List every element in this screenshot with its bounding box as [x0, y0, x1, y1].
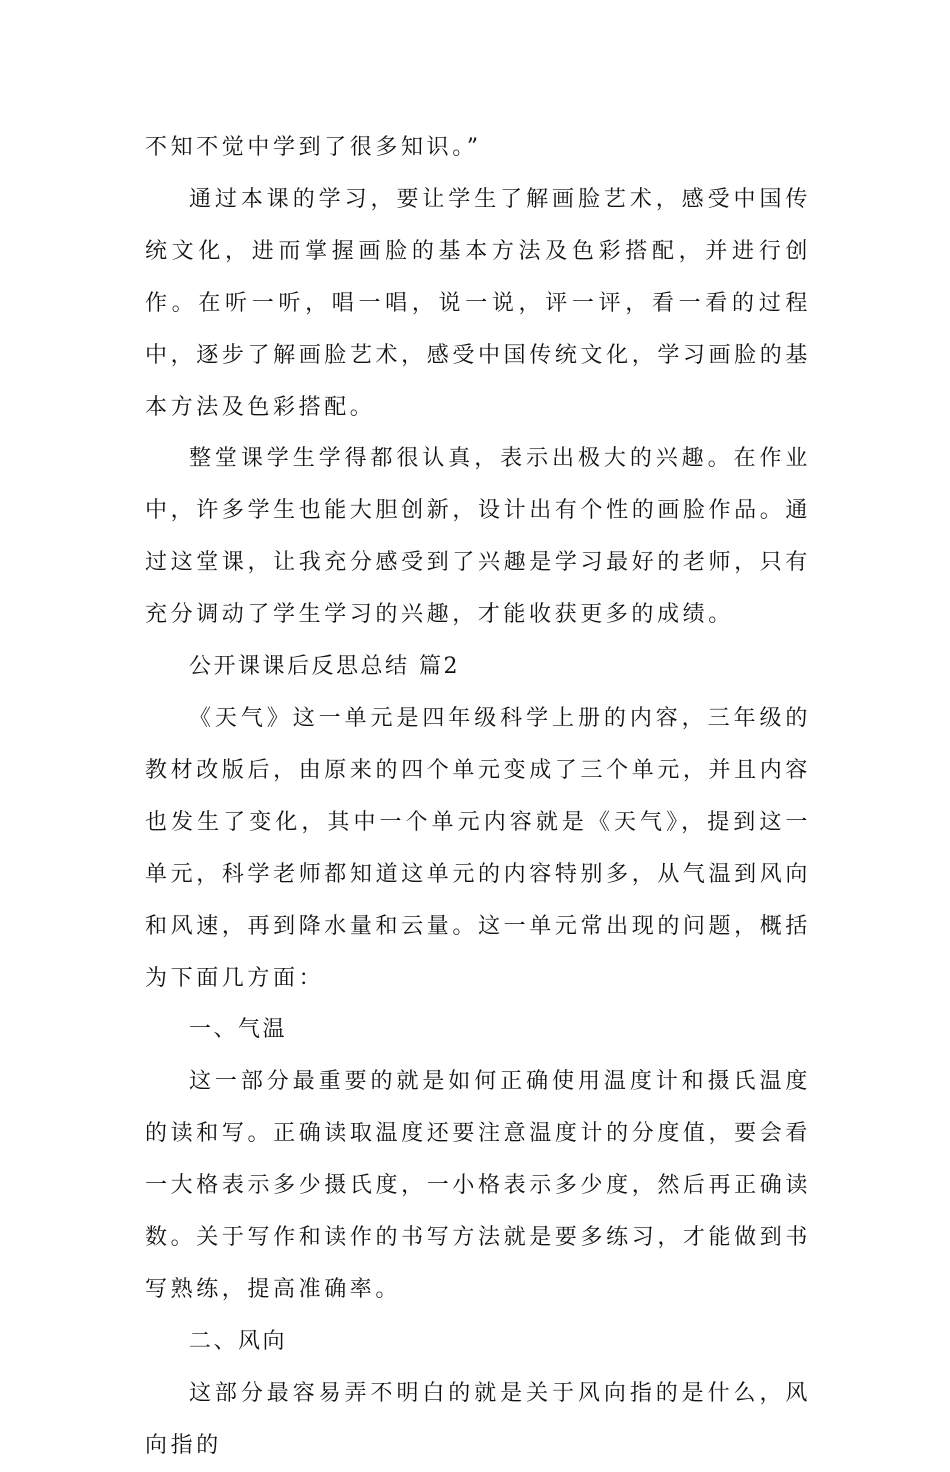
section-heading-part-2: 公开课课后反思总结 篇2 [189, 654, 460, 680]
paragraph-continuation: 不知不觉中学到了很多知识。” [145, 135, 482, 160]
subheading-temperature: 一、气温 [189, 1017, 288, 1043]
subheading-wind-direction: 二、风向 [189, 1328, 288, 1354]
paragraph-wind-direction: 这部分最容易弄不明白的就是关于风向指的是什么，风向指的 [145, 1380, 811, 1458]
paragraph-lesson-reflection: 整堂课学生学得都很认真，表示出极大的兴趣。在作业中，许多学生也能大胆创新，设计出有个性的画脸作品。通过这堂课，让我充分感受到了兴趣是学习最好的老师，只有充分调动了学生学习的兴趣，才能收获更多的成绩。 [145, 446, 811, 628]
paragraph-temperature: 这一部分最重要的就是如何正确使用温度计和摄氏温度的读和写。正确读取温度还要注意温度计的分度值，要会看一大格表示多少摄氏度，一小格表示多少度，然后再正确读数。关于写作和读作的书写方法就是要多练习，才能做到书写熟练，提高准确率。 [145, 1069, 811, 1302]
document-body [145, 122, 811, 1472]
paragraph-lesson-goals: 通过本课的学习，要让学生了解画脸艺术，感受中国传统文化，进而掌握画脸的基本方法及色彩搭配，并进行创作。在听一听，唱一唱，说一说，评一评，看一看的过程中，逐步了解画脸艺术，感受中国传统文化，学习画脸的基本方法及色彩搭配。 [145, 186, 811, 420]
paragraph-weather-unit-intro: 《天气》这一单元是四年级科学上册的内容，三年级的教材改版后，由原来的四个单元变成了三个单元，并且内容也发生了变化，其中一个单元内容就是《天气》，提到这一单元，科学老师都知道这单元的内容特别多，从气温到风向和风速，再到降水量和云量。这一单元常出现的问题，概括为下面几方面： [145, 705, 811, 991]
